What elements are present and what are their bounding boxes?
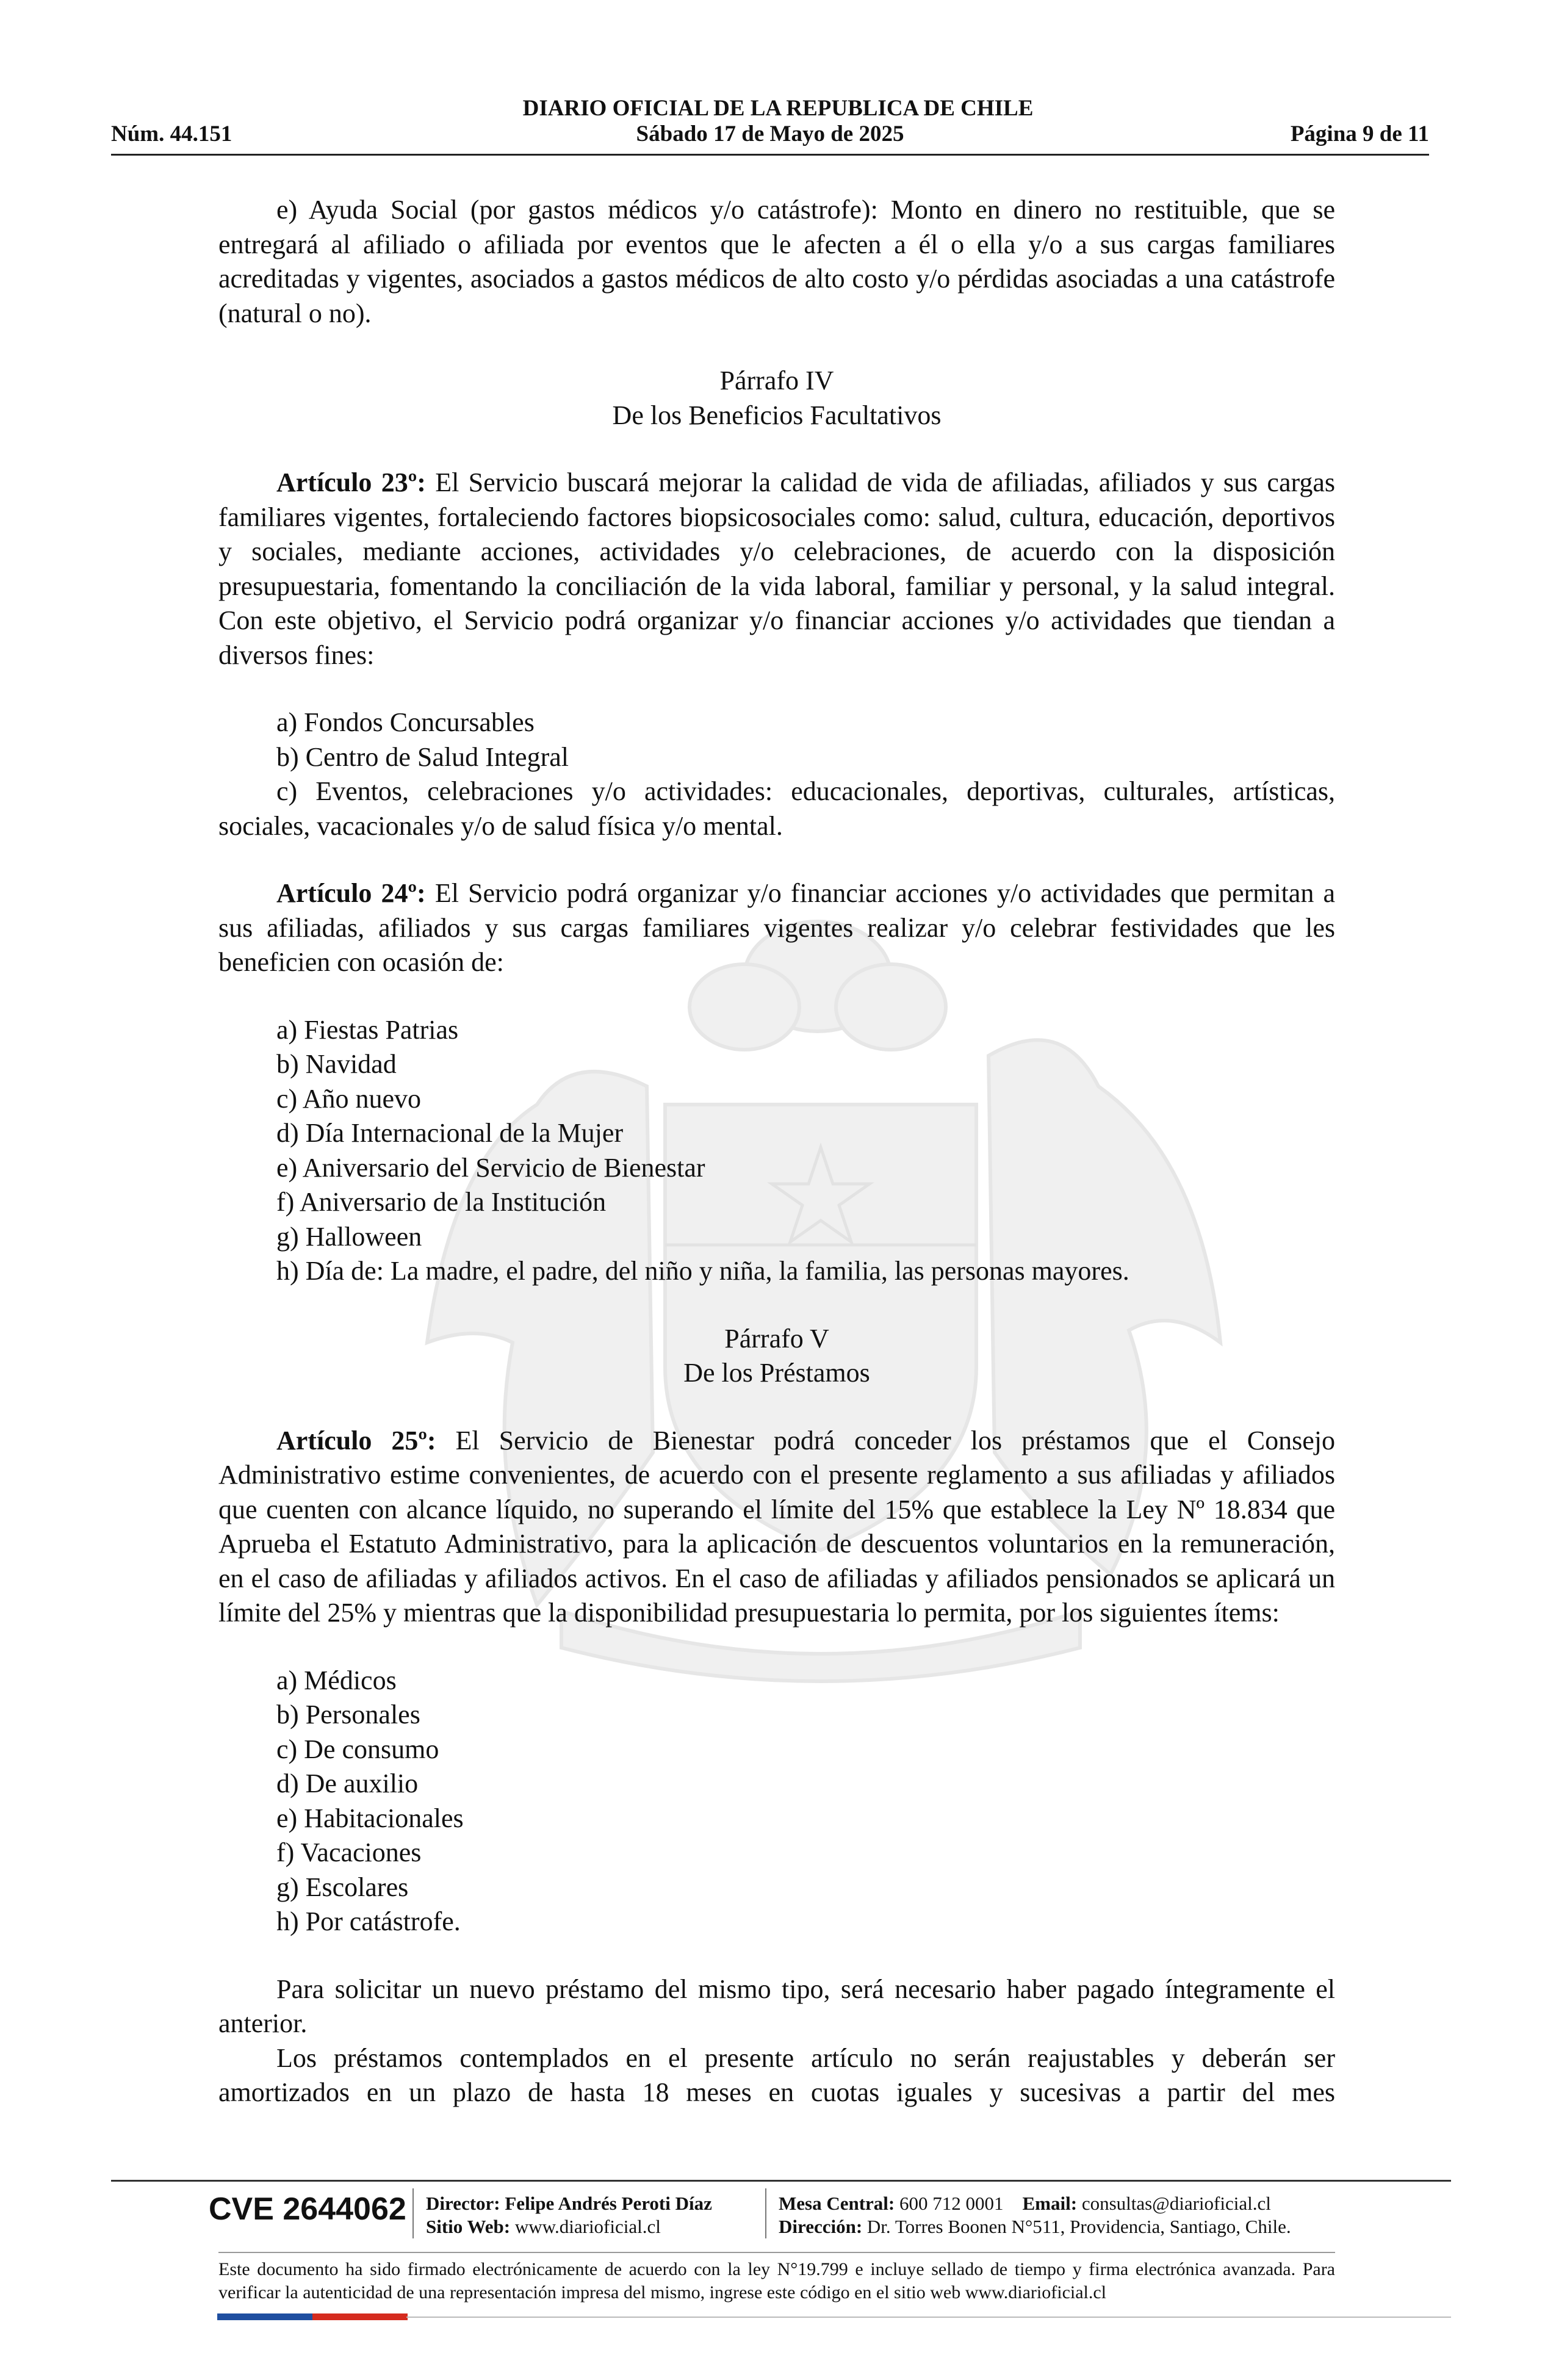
footer-divider-middle <box>218 2252 1335 2253</box>
issue-date: Sábado 17 de Mayo de 2025 <box>636 121 904 146</box>
flag-stripe-blue <box>217 2313 312 2320</box>
article-23 <box>218 466 1335 673</box>
page-number: Página 9 de 11 <box>1290 121 1429 146</box>
article-23-item-c: c) Eventos, celebraciones y/o actividades: educacionales, deportivas, culturales, artísticas, sociales, vacacionales y/o de salud física y/o mental. <box>218 776 1335 841</box>
article-25-list <box>218 1664 1335 1939</box>
document-body <box>218 193 1335 2110</box>
list-item: d) Día Internacional de la Mujer <box>276 1118 624 1148</box>
header-row <box>111 121 1429 150</box>
director-label: Director: <box>426 2193 500 2214</box>
issue-number: Núm. 44.151 <box>111 121 232 146</box>
footer-contact-block <box>779 2192 1291 2238</box>
site-label: Sitio Web: <box>426 2216 511 2237</box>
list-item: a) Fiestas Patrias <box>276 1014 459 1045</box>
gazette-title: DIARIO OFICIAL DE LA REPUBLICA DE CHILE <box>522 96 1034 121</box>
article-23-text: El Servicio buscará mejorar la calidad de vida de afiliadas, afiliados y sus cargas familiares vigentes, fortaleciendo factores biopsicosociales como: salud, cultura, educación, deportivos y sociales, mediante acciones, actividades y/o celebraciones, de acuerdo con la disposición presupuestaria, fomentando la conciliación de la vida laboral, familiar y personal, y la salud integral. Con este objetivo, el Servicio podrá organizar y/o financiar acciones y/o actividades que tiendan a diversos fines: <box>218 467 1336 670</box>
address-value: Dr. Torres Boonen N°511, Providencia, Santiago, Chile. <box>866 2216 1291 2237</box>
section-subtitle-parrafo-v: De los Préstamos <box>683 1358 870 1388</box>
article-23-label: Artículo 23º: <box>276 467 426 497</box>
article-24-label: Artículo 24º: <box>276 878 426 908</box>
cve-code: CVE 2644062 <box>209 2191 406 2227</box>
electronic-signature-notice: Este documento ha sido firmado electrónicamente de acuerdo con la ley N°19.799 e incluye sellado de tiempo y firma electrónica avanzada. Para verificar la autenticidad de una representación impresa del mismo, ingrese este código en el sitio web www.diarioficial.cl <box>218 2259 1335 2302</box>
director-name: Felipe Andrés Peroti Díaz <box>505 2193 712 2214</box>
list-item: g) Escolares <box>276 1872 409 1902</box>
list-item: b) Centro de Salud Integral <box>276 741 569 772</box>
list-item: b) Personales <box>276 1700 420 1729</box>
article-25 <box>218 1424 1335 1631</box>
footer-divider-bottom <box>406 2317 1451 2318</box>
mesa-label: Mesa Central: <box>779 2193 895 2214</box>
list-item: e) Habitacionales <box>276 1803 464 1833</box>
article-24-list <box>218 1013 1335 1289</box>
list-item: e) Aniversario del Servicio de Bienestar <box>276 1152 705 1183</box>
section-subtitle-parrafo-iv: De los Beneficios Facultativos <box>612 400 942 430</box>
list-item: c) De consumo <box>276 1734 439 1764</box>
list-item: a) Fondos Concursables <box>276 707 535 737</box>
article-24-text: El Servicio podrá organizar y/o financiar acciones y/o actividades que permitan a sus afiliadas, afiliados y sus cargas familiares vigentes realizar y/o celebrar festividades que les beneficien con ocasión de: <box>218 878 1335 977</box>
list-item: a) Médicos <box>276 1665 397 1695</box>
flag-stripe-red <box>312 2313 408 2320</box>
article-25-label: Artículo 25º: <box>276 1425 436 1455</box>
list-item: h) Por catástrofe. <box>276 1906 461 1936</box>
list-item: b) Navidad <box>276 1049 397 1079</box>
footer-director-block <box>426 2192 712 2238</box>
footer-separator <box>765 2188 766 2238</box>
article-24 <box>218 876 1335 980</box>
list-item: c) Año nuevo <box>276 1083 422 1114</box>
list-item: f) Vacaciones <box>276 1837 422 1867</box>
footer-separator <box>412 2188 414 2238</box>
header-divider <box>111 154 1429 156</box>
paragraph-prestamos-reajustables: Los préstamos contemplados en el presente artículo no serán reajustables y deberán ser amortizados en un plazo de hasta 18 meses en cuotas iguales y sucesivas a partir del mes <box>218 2043 1335 2107</box>
mesa-phone: 600 712 0001 <box>899 2193 1004 2214</box>
footer-divider-top <box>111 2180 1451 2182</box>
article-23-list <box>218 705 1335 774</box>
email-label: Email: <box>1022 2193 1078 2214</box>
section-title-parrafo-v: Párrafo V <box>724 1323 829 1354</box>
email-link[interactable]: consultas@diarioficial.cl <box>1081 2193 1271 2214</box>
list-item: d) De auxilio <box>276 1769 419 1798</box>
paragraph-ayuda-social: e) Ayuda Social (por gastos médicos y/o catástrofe): Monto en dinero no restituible, que se entregará al afiliado o afiliada por eventos que le afecten a él o ella y/o a sus cargas familiares acreditadas y vigentes, asociados a gastos médicos de alto costo y/o pérdidas asociadas a una catástrofe (natural o no). <box>218 195 1335 328</box>
list-item: g) Halloween <box>276 1221 422 1252</box>
list-item: f) Aniversario de la Institución <box>276 1187 607 1217</box>
paragraph-nuevo-prestamo: Para solicitar un nuevo préstamo del mismo tipo, será necesario haber pagado íntegramente el anterior. <box>218 1974 1335 2038</box>
section-title-parrafo-iv: Párrafo IV <box>719 366 834 395</box>
address-label: Dirección: <box>779 2216 863 2237</box>
article-25-text: El Servicio de Bienestar podrá conceder los préstamos que el Consejo Administrativo estime convenientes, de acuerdo con el presente reglamento a sus afiliadas y afiliados que cuenten con alcance líquido, no superando el límite del 15% que establece la Ley Nº 18.834 que Aprueba el Estatuto Administrativo, para la aplicación de descuentos voluntarios en la remuneración, en el caso de afiliadas y afiliados activos. En el caso de afiliadas y afiliados pensionados se aplicará un límite del 25% y mientras que la disponibilidad presupuestaria lo permita, por los siguientes ítems: <box>218 1425 1335 1628</box>
site-link[interactable]: www.diarioficial.cl <box>514 2216 661 2237</box>
list-item: h) Día de: La madre, el padre, del niño y niña, la familia, las personas mayores. <box>276 1256 1129 1286</box>
